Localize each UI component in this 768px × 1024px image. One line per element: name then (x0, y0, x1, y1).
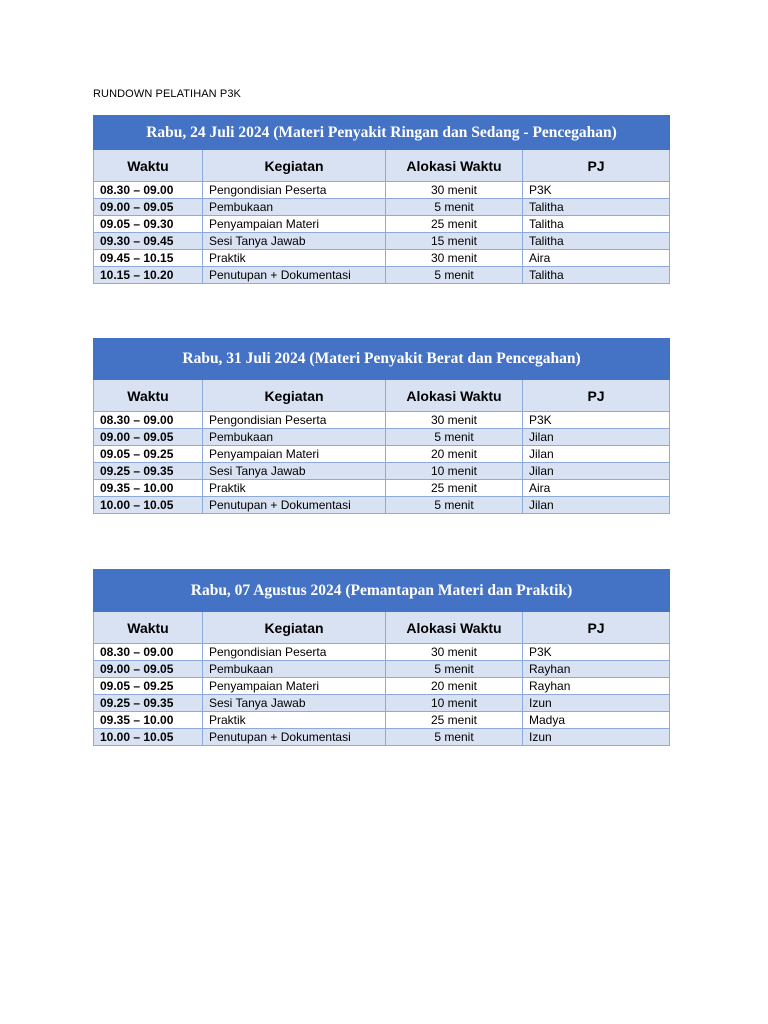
allocation-cell: 10 menit (386, 695, 523, 712)
allocation-cell: 25 menit (386, 480, 523, 497)
activity-cell: Pembukaan (203, 429, 386, 446)
time-cell: 09.05 – 09.25 (94, 678, 203, 695)
schedule-table-3 (93, 569, 670, 746)
allocation-cell: 10 menit (386, 463, 523, 480)
table-row (94, 250, 670, 267)
table-row (94, 182, 670, 199)
column-header-activity: Kegiatan (203, 612, 386, 644)
allocation-cell: 30 menit (386, 412, 523, 429)
column-header-pj: PJ (523, 150, 670, 182)
time-cell: 09.35 – 10.00 (94, 712, 203, 729)
pj-cell: P3K (523, 412, 670, 429)
table-row (94, 695, 670, 712)
allocation-cell: 30 menit (386, 182, 523, 199)
column-header-allocation: Alokasi Waktu (386, 612, 523, 644)
activity-cell: Penutupan + Dokumentasi (203, 267, 386, 284)
pj-cell: Talitha (523, 233, 670, 250)
table-row (94, 661, 670, 678)
table-row (94, 199, 670, 216)
activity-cell: Praktik (203, 712, 386, 729)
pj-cell: P3K (523, 182, 670, 199)
pj-cell: Aira (523, 480, 670, 497)
time-cell: 10.00 – 10.05 (94, 729, 203, 746)
session-heading: Rabu, 07 Agustus 2024 (Pemantapan Materi dan Praktik) (94, 570, 670, 612)
session-heading: Rabu, 24 Juli 2024 (Materi Penyakit Ringan dan Sedang - Pencegahan) (94, 116, 670, 150)
table-row (94, 463, 670, 480)
activity-cell: Penyampaian Materi (203, 678, 386, 695)
allocation-cell: 5 menit (386, 661, 523, 678)
table-row (94, 480, 670, 497)
activity-cell: Penyampaian Materi (203, 216, 386, 233)
pj-cell: Talitha (523, 267, 670, 284)
table-row (94, 678, 670, 695)
activity-cell: Pembukaan (203, 199, 386, 216)
time-cell: 09.25 – 09.35 (94, 695, 203, 712)
session-heading: Rabu, 31 Juli 2024 (Materi Penyakit Berat dan Pencegahan) (94, 339, 670, 380)
pj-cell: Jilan (523, 497, 670, 514)
schedule-table-2 (93, 338, 670, 514)
allocation-cell: 20 menit (386, 446, 523, 463)
table-row (94, 267, 670, 284)
column-header-time: Waktu (94, 612, 203, 644)
column-header-allocation: Alokasi Waktu (386, 380, 523, 412)
table-row (94, 446, 670, 463)
pj-cell: Jilan (523, 429, 670, 446)
allocation-cell: 5 menit (386, 199, 523, 216)
column-header-pj: PJ (523, 380, 670, 412)
activity-cell: Penutupan + Dokumentasi (203, 497, 386, 514)
time-cell: 10.00 – 10.05 (94, 497, 203, 514)
time-cell: 09.05 – 09.25 (94, 446, 203, 463)
pj-cell: Madya (523, 712, 670, 729)
document-title: RUNDOWN PELATIHAN P3K (93, 88, 241, 100)
allocation-cell: 5 menit (386, 267, 523, 284)
pj-cell: P3K (523, 644, 670, 661)
table-row (94, 429, 670, 446)
column-header-activity: Kegiatan (203, 150, 386, 182)
table-row (94, 412, 670, 429)
time-cell: 09.30 – 09.45 (94, 233, 203, 250)
activity-cell: Pengondisian Peserta (203, 182, 386, 199)
allocation-cell: 15 menit (386, 233, 523, 250)
table-row (94, 712, 670, 729)
time-cell: 08.30 – 09.00 (94, 644, 203, 661)
activity-cell: Sesi Tanya Jawab (203, 463, 386, 480)
pj-cell: Rayhan (523, 661, 670, 678)
time-cell: 09.00 – 09.05 (94, 199, 203, 216)
activity-cell: Penyampaian Materi (203, 446, 386, 463)
table-row (94, 233, 670, 250)
time-cell: 09.45 – 10.15 (94, 250, 203, 267)
schedule-table-1 (93, 115, 670, 284)
time-cell: 10.15 – 10.20 (94, 267, 203, 284)
pj-cell: Talitha (523, 199, 670, 216)
column-header-allocation: Alokasi Waktu (386, 150, 523, 182)
allocation-cell: 5 menit (386, 729, 523, 746)
table-row (94, 497, 670, 514)
time-cell: 09.35 – 10.00 (94, 480, 203, 497)
time-cell: 09.25 – 09.35 (94, 463, 203, 480)
allocation-cell: 30 menit (386, 644, 523, 661)
activity-cell: Praktik (203, 480, 386, 497)
pj-cell: Jilan (523, 463, 670, 480)
allocation-cell: 30 menit (386, 250, 523, 267)
pj-cell: Izun (523, 695, 670, 712)
pj-cell: Talitha (523, 216, 670, 233)
pj-cell: Aira (523, 250, 670, 267)
column-header-pj: PJ (523, 612, 670, 644)
time-cell: 09.05 – 09.30 (94, 216, 203, 233)
table-row (94, 729, 670, 746)
activity-cell: Sesi Tanya Jawab (203, 695, 386, 712)
pj-cell: Jilan (523, 446, 670, 463)
pj-cell: Izun (523, 729, 670, 746)
time-cell: 08.30 – 09.00 (94, 182, 203, 199)
allocation-cell: 25 menit (386, 712, 523, 729)
column-header-time: Waktu (94, 380, 203, 412)
column-header-activity: Kegiatan (203, 380, 386, 412)
activity-cell: Pembukaan (203, 661, 386, 678)
allocation-cell: 5 menit (386, 497, 523, 514)
table-row (94, 216, 670, 233)
column-header-time: Waktu (94, 150, 203, 182)
allocation-cell: 5 menit (386, 429, 523, 446)
activity-cell: Pengondisian Peserta (203, 412, 386, 429)
time-cell: 09.00 – 09.05 (94, 661, 203, 678)
pj-cell: Rayhan (523, 678, 670, 695)
allocation-cell: 20 menit (386, 678, 523, 695)
activity-cell: Penutupan + Dokumentasi (203, 729, 386, 746)
activity-cell: Pengondisian Peserta (203, 644, 386, 661)
table-row (94, 644, 670, 661)
allocation-cell: 25 menit (386, 216, 523, 233)
time-cell: 08.30 – 09.00 (94, 412, 203, 429)
activity-cell: Sesi Tanya Jawab (203, 233, 386, 250)
activity-cell: Praktik (203, 250, 386, 267)
time-cell: 09.00 – 09.05 (94, 429, 203, 446)
